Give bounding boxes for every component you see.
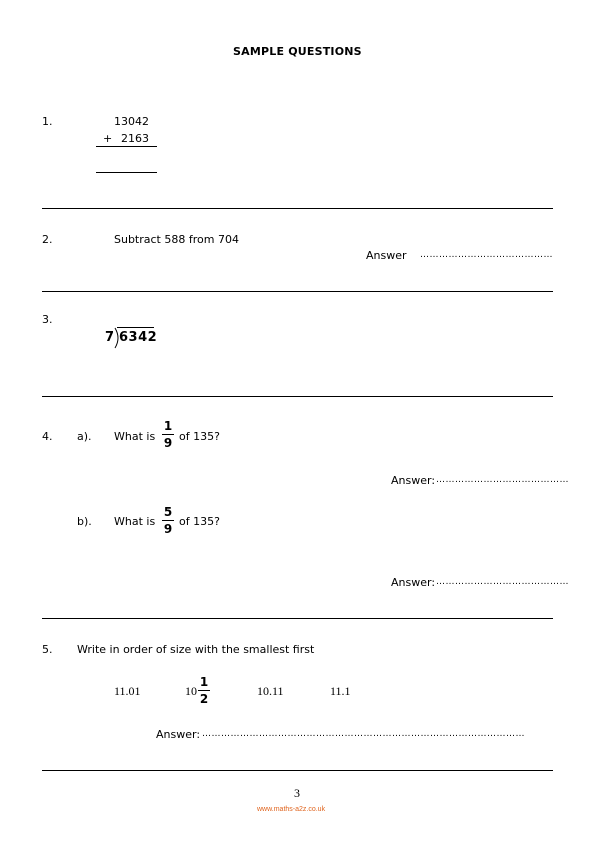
- q2-answer-field[interactable]: ……………………………………: [420, 250, 553, 260]
- q5-value-3: 10.11: [257, 684, 284, 698]
- q3-dividend: 6342: [119, 330, 158, 345]
- q4a-numerator: 1: [163, 419, 173, 433]
- question-5-text: Write in order of size with the smallest first: [77, 643, 315, 656]
- question-4a-label: a).: [77, 430, 92, 443]
- q4a-answer-field[interactable]: ……………………………………: [436, 475, 569, 485]
- q4a-answer-label: Answer:: [391, 474, 436, 487]
- question-4b-label: b).: [77, 515, 92, 528]
- q3-divisor: 7: [105, 330, 115, 345]
- q4a-fraction: [161, 420, 175, 449]
- q1-answer-line[interactable]: [96, 172, 157, 173]
- q4a-fraction-bar: [162, 434, 174, 435]
- question-2-number: 2.: [42, 233, 53, 246]
- q5-answer-label: Answer:: [156, 728, 201, 741]
- q5-value-2-numerator: 1: [199, 675, 209, 689]
- question-1-number: 1.: [42, 115, 53, 128]
- q1-bottom-number: 2163: [121, 132, 149, 145]
- section-divider-1: [42, 208, 553, 209]
- q1-plus-sign: +: [103, 132, 113, 145]
- q4b-denominator: 9: [163, 522, 173, 536]
- question-4a-text-after: of 135?: [179, 430, 220, 443]
- q4a-denominator: 9: [163, 436, 173, 450]
- section-divider-3: [42, 396, 553, 397]
- q5-value-1: 11.01: [114, 684, 141, 698]
- question-5-number: 5.: [42, 643, 53, 656]
- q4b-numerator: 5: [163, 505, 173, 519]
- question-3-number: 3.: [42, 313, 53, 326]
- question-4b-text-before: What is: [114, 515, 156, 528]
- q1-sum-line: [96, 146, 157, 147]
- q5-value-2-denominator: 2: [199, 692, 209, 706]
- question-4-number: 4.: [42, 430, 53, 443]
- page-number: 3: [294, 786, 300, 800]
- q4b-fraction: [161, 506, 175, 535]
- question-2-text: Subtract 588 from 704: [114, 233, 239, 246]
- q2-answer-label: Answer: [366, 249, 407, 262]
- q5-value-2-whole: 10: [185, 684, 197, 698]
- q4b-answer-field[interactable]: ……………………………………: [436, 577, 569, 587]
- q5-value-4: 11.1: [330, 684, 351, 698]
- q5-value-2-fraction-bar: [198, 690, 210, 691]
- section-divider-5: [42, 770, 553, 771]
- q4b-answer-label: Answer:: [391, 576, 436, 589]
- q3-division-bar: [117, 327, 154, 328]
- section-divider-4: [42, 618, 553, 619]
- page-title: SAMPLE QUESTIONS: [233, 45, 362, 58]
- question-4a-text-before: What is: [114, 430, 156, 443]
- q1-top-number: 13042: [114, 115, 149, 128]
- footer-website-link[interactable]: www.maths-a2z.co.uk: [257, 806, 326, 813]
- q4b-fraction-bar: [162, 520, 174, 521]
- question-4b-text-after: of 135?: [179, 515, 220, 528]
- q5-answer-field[interactable]: …………………………………………………………………………………………: [202, 729, 525, 739]
- q5-value-2-fraction: [197, 676, 211, 705]
- section-divider-2: [42, 291, 553, 292]
